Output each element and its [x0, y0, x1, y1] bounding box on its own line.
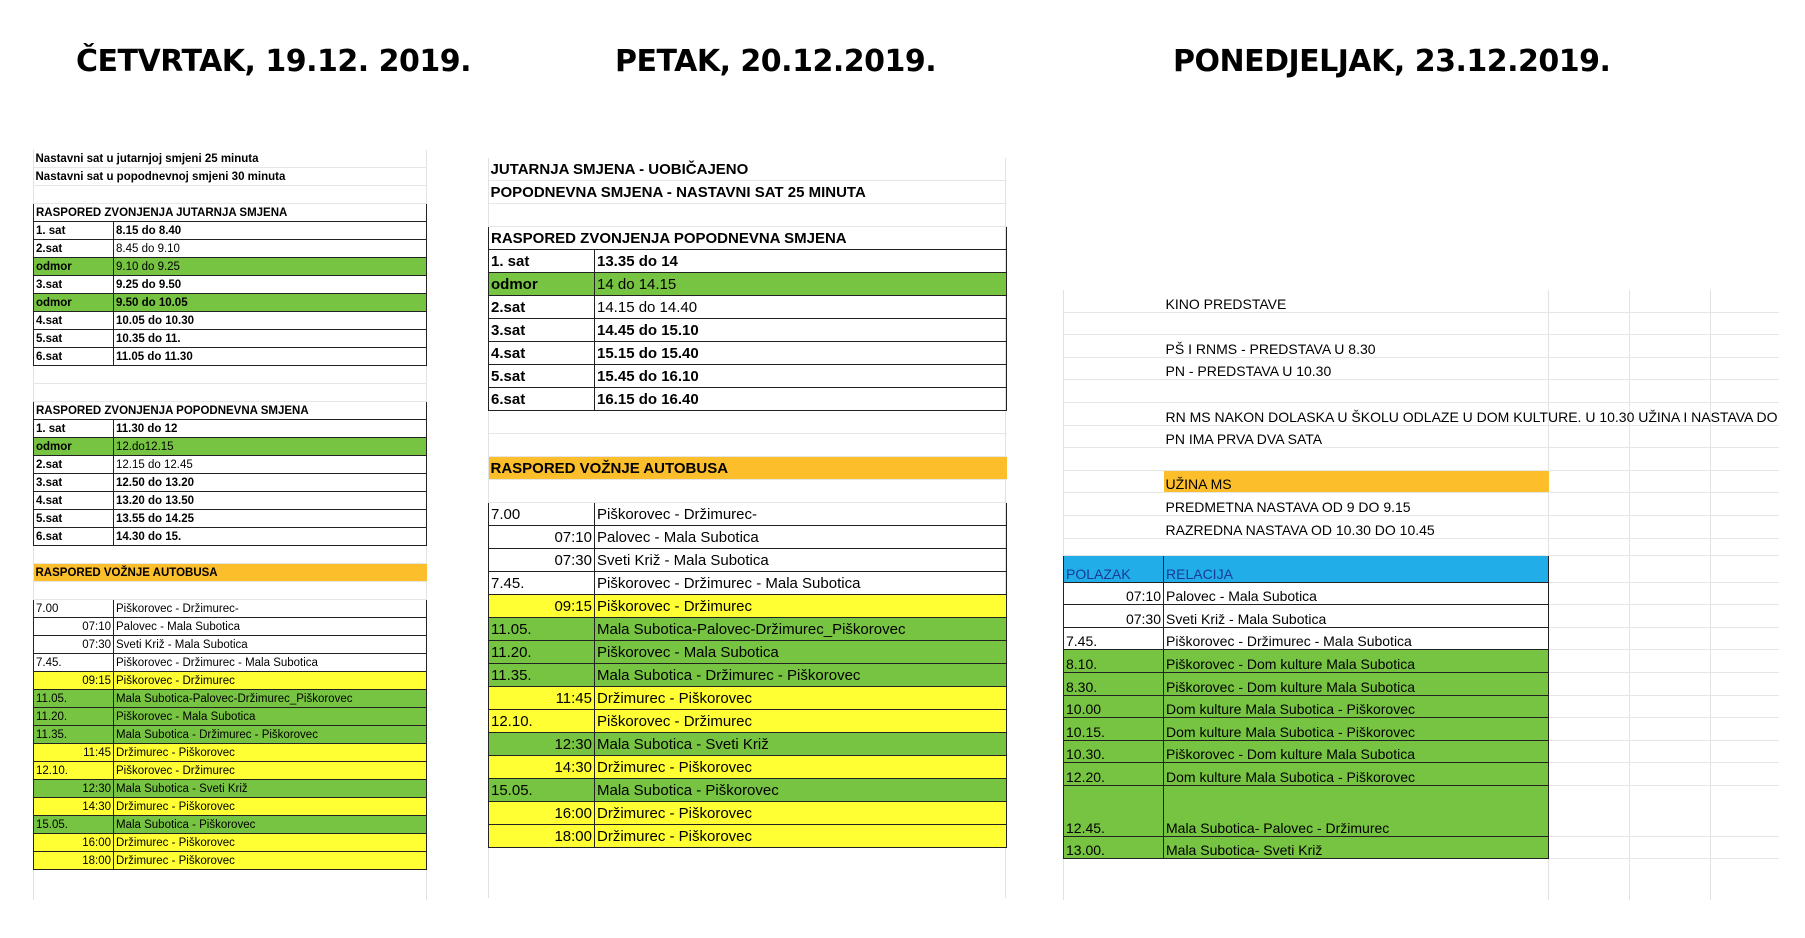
bell-row — [489, 250, 1007, 273]
bell-row — [489, 273, 1007, 296]
bus-row — [489, 549, 1007, 572]
bus-time: 14:30 — [489, 756, 595, 779]
period-time: 11.30 do 12 — [114, 420, 427, 438]
bus-route: Piškorovec - Držimurec — [114, 672, 427, 690]
period-time: 13.55 do 14.25 — [114, 510, 427, 528]
period-label: 3.sat — [489, 319, 595, 342]
empty-cell — [1064, 425, 1164, 448]
thursday-sheet — [33, 150, 431, 900]
bus-row — [489, 802, 1007, 825]
period-label: 3.sat — [34, 276, 114, 294]
note-row — [489, 158, 1007, 181]
day-title-monday: PONEDJELJAK, 23.12.2019. — [1173, 44, 1611, 79]
info-text: PŠ I RNMS - PREDSTAVA U 8.30 — [1164, 335, 1779, 358]
bus-time: 10.30. — [1064, 740, 1164, 763]
empty-cell — [1064, 448, 1164, 471]
note-text: JUTARNJA SMJENA - UOBIČAJENO — [489, 158, 1007, 181]
bus-time: 7.45. — [34, 654, 114, 672]
note-text: POPODNEVNA SMJENA - NASTAVNI SAT 25 MINUTA — [489, 181, 1007, 204]
bus-schedule-header: RASPORED VOŽNJE AUTOBUSA — [34, 564, 427, 582]
info-text: KINO PREDSTAVE — [1164, 290, 1779, 312]
bus-route: Piškorovec - Držimurec — [114, 762, 427, 780]
bus-time: 11.35. — [34, 726, 114, 744]
empty-cell — [1549, 582, 1779, 605]
empty-cell — [1549, 538, 1779, 555]
period-label: 1. sat — [489, 250, 595, 273]
bell-row — [34, 456, 427, 474]
section-header — [34, 204, 427, 222]
bus-route: Mala Subotica - Držimurec - Piškorovec — [114, 726, 427, 744]
morning-bell-header: RASPORED ZVONJENJA JUTARNJA SMJENA — [34, 204, 427, 222]
bus-route: Dom kulture Mala Subotica - Piškorovec — [1164, 695, 1549, 718]
empty-cell — [1064, 470, 1164, 493]
period-label: odmor — [34, 294, 114, 312]
period-time: 9.10 do 9.25 — [114, 258, 427, 276]
bus-route: Dom kulture Mala Subotica - Piškorovec — [1164, 763, 1549, 786]
bus-route: Piškorovec - Držimurec - Mala Subotica — [1164, 627, 1549, 650]
bell-row — [489, 342, 1007, 365]
departure-header: POLAZAK — [1064, 555, 1164, 582]
bus-time: 09:15 — [489, 595, 595, 618]
empty-cell — [1064, 538, 1164, 555]
bus-route: Dom kulture Mala Subotica - Piškorovec — [1164, 718, 1549, 741]
period-time: 14.15 do 14.40 — [595, 296, 1007, 319]
bus-row — [1064, 740, 1779, 763]
bell-row — [34, 294, 427, 312]
empty-cell — [595, 434, 1007, 457]
period-time: 10.35 do 11. — [114, 330, 427, 348]
bus-row — [1064, 785, 1779, 836]
blank-row — [489, 411, 1007, 434]
bus-row — [34, 600, 427, 618]
bus-route: Palovec - Mala Subotica — [595, 526, 1007, 549]
info-text — [1164, 448, 1779, 471]
period-label: 1. sat — [34, 420, 114, 438]
blank-row — [489, 434, 1007, 457]
bus-row — [34, 726, 427, 744]
bus-route: Držimurec - Piškorovec — [114, 834, 427, 852]
bus-route: Piškorovec - Držimurec - Mala Subotica — [595, 572, 1007, 595]
empty-cell — [34, 384, 114, 402]
empty-cell — [1549, 627, 1779, 650]
period-time: 12.do12.15 — [114, 438, 427, 456]
period-label: odmor — [34, 258, 114, 276]
empty-cell — [1549, 695, 1779, 718]
empty-cell — [1064, 402, 1164, 425]
note-text: Nastavni sat u popodnevnoj smjeni 30 minuta — [34, 168, 427, 186]
blank-row — [34, 582, 427, 600]
period-time: 11.05 do 11.30 — [114, 348, 427, 366]
period-label: odmor — [34, 438, 114, 456]
bus-time: 15.05. — [34, 816, 114, 834]
bell-row — [34, 474, 427, 492]
period-time: 14.30 do 15. — [114, 528, 427, 546]
friday-table — [488, 158, 1007, 848]
bus-route: Sveti Križ - Mala Subotica — [114, 636, 427, 654]
bus-route: Mala Subotica- Sveti Križ — [1164, 836, 1549, 859]
bus-row — [34, 672, 427, 690]
afternoon-bell-header: RASPORED ZVONJENJA POPODNEVNA SMJENA — [34, 402, 427, 420]
bus-time: 16:00 — [34, 834, 114, 852]
section-header — [1064, 470, 1779, 493]
info-row — [1064, 515, 1779, 538]
thursday-table — [33, 150, 427, 870]
bus-row — [489, 526, 1007, 549]
bus-time: 11:45 — [489, 687, 595, 710]
bus-time: 8.30. — [1064, 672, 1164, 695]
bus-route: Piškorovec - Držimurec — [595, 710, 1007, 733]
lunch-header: UŽINA MS — [1164, 470, 1549, 493]
bus-row — [34, 780, 427, 798]
bell-row — [489, 296, 1007, 319]
bus-route: Sveti Križ - Mala Subotica — [595, 549, 1007, 572]
bus-route: Mala Subotica- Palovec - Držimurec — [1164, 785, 1549, 836]
period-label: 2.sat — [34, 456, 114, 474]
bus-time: 12.20. — [1064, 763, 1164, 786]
info-row — [1064, 357, 1779, 380]
empty-cell — [1549, 836, 1779, 859]
empty-cell — [1064, 493, 1164, 516]
day-title-thursday: ČETVRTAK, 19.12. 2019. — [76, 44, 472, 79]
bus-time: 11:45 — [34, 744, 114, 762]
info-row — [1064, 335, 1779, 358]
bus-row — [34, 618, 427, 636]
day-title-friday: PETAK, 20.12.2019. — [615, 44, 937, 79]
bell-row — [34, 258, 427, 276]
bus-time: 07:10 — [34, 618, 114, 636]
empty-cell — [1549, 672, 1779, 695]
empty-cell — [114, 582, 427, 600]
bus-time: 14:30 — [34, 798, 114, 816]
bus-time: 7.45. — [1064, 627, 1164, 650]
info-text — [1164, 380, 1779, 403]
bus-route: Držimurec - Piškorovec — [595, 756, 1007, 779]
bus-time: 07:30 — [34, 636, 114, 654]
bell-row — [489, 388, 1007, 411]
period-time: 8.45 do 9.10 — [114, 240, 427, 258]
section-header — [489, 457, 1007, 480]
empty-cell — [1064, 357, 1164, 380]
monday-sheet — [1063, 290, 1778, 900]
empty-cell — [1549, 763, 1779, 786]
bus-row — [489, 687, 1007, 710]
bus-route: Piškorovec - Držimurec- — [595, 503, 1007, 526]
bus-row — [34, 744, 427, 762]
blank-row — [34, 366, 427, 384]
empty-cell — [1549, 515, 1779, 538]
bus-time: 12:30 — [34, 780, 114, 798]
empty-cell — [1549, 785, 1779, 836]
bell-row — [34, 312, 427, 330]
bus-schedule-header: RASPORED VOŽNJE AUTOBUSA — [489, 457, 1007, 480]
friday-sheet — [488, 158, 1033, 898]
bell-row — [34, 420, 427, 438]
empty-cell — [34, 582, 114, 600]
bus-time: 11.05. — [489, 618, 595, 641]
period-label: 5.sat — [489, 365, 595, 388]
section-header — [34, 402, 427, 420]
bus-row — [34, 708, 427, 726]
period-time: 8.15 do 8.40 — [114, 222, 427, 240]
period-label: 6.sat — [34, 528, 114, 546]
bus-time: 12.10. — [489, 710, 595, 733]
lunch-text: RAZREDNA NASTAVA OD 10.30 DO 10.45 — [1164, 515, 1549, 538]
empty-cell — [34, 366, 114, 384]
blank-row — [34, 384, 427, 402]
empty-cell — [1064, 312, 1164, 335]
info-text — [1164, 312, 1779, 335]
bus-route: Piškorovec - Dom kulture Mala Subotica — [1164, 672, 1549, 695]
bus-row — [34, 654, 427, 672]
bus-route: Mala Subotica - Držimurec - Piškorovec — [595, 664, 1007, 687]
bus-time: 10.15. — [1064, 718, 1164, 741]
bus-route: Držimurec - Piškorovec — [595, 802, 1007, 825]
bus-route: Mala Subotica - Sveti Križ — [595, 733, 1007, 756]
bus-time: 16:00 — [489, 802, 595, 825]
empty-cell — [1064, 380, 1164, 403]
info-text: RN MS NAKON DOLASKA U ŠKOLU ODLAZE U DOM KULTURE. U 10.30 UŽINA I NASTAVA DO — [1164, 402, 1779, 425]
bus-time: 10.00 — [1064, 695, 1164, 718]
period-time: 14 do 14.15 — [595, 273, 1007, 296]
bus-row — [34, 690, 427, 708]
empty-cell — [1549, 718, 1779, 741]
period-label: 2.sat — [34, 240, 114, 258]
bus-row — [489, 779, 1007, 802]
bus-row — [34, 816, 427, 834]
period-time: 16.15 do 16.40 — [595, 388, 1007, 411]
info-row — [1064, 425, 1779, 448]
bus-time: 18:00 — [489, 825, 595, 848]
period-label: odmor — [489, 273, 595, 296]
bell-row — [489, 319, 1007, 342]
bus-time: 07:10 — [1064, 582, 1164, 605]
bus-row — [1064, 627, 1779, 650]
blank-row — [1064, 538, 1779, 555]
period-label: 6.sat — [34, 348, 114, 366]
empty-cell — [1064, 290, 1164, 312]
bus-time: 11.35. — [489, 664, 595, 687]
bus-row — [34, 852, 427, 870]
empty-cell — [34, 186, 114, 204]
info-row — [1064, 448, 1779, 471]
empty-cell — [1064, 515, 1164, 538]
bus-time: 07:10 — [489, 526, 595, 549]
empty-cell — [489, 434, 595, 457]
bus-time: 8.10. — [1064, 650, 1164, 673]
monday-table — [1063, 290, 1779, 859]
empty-cell — [114, 384, 427, 402]
period-time: 15.45 do 16.10 — [595, 365, 1007, 388]
empty-cell — [1164, 538, 1549, 555]
info-text: PN - PREDSTAVA U 10.30 — [1164, 357, 1779, 380]
bus-route: Piškorovec - Držimurec- — [114, 600, 427, 618]
period-label: 2.sat — [489, 296, 595, 319]
bus-row — [1064, 695, 1779, 718]
empty-cell — [489, 411, 595, 434]
period-time: 9.50 do 10.05 — [114, 294, 427, 312]
bus-row — [34, 762, 427, 780]
bus-time: 07:30 — [1064, 605, 1164, 628]
note-row — [489, 181, 1007, 204]
bus-row — [489, 825, 1007, 848]
note-text: Nastavni sat u jutarnjoj smjeni 25 minuta — [34, 150, 427, 168]
bus-route: Piškorovec - Dom kulture Mala Subotica — [1164, 650, 1549, 673]
bus-row — [489, 756, 1007, 779]
empty-cell — [114, 366, 427, 384]
bus-route: Piškorovec - Mala Subotica — [595, 641, 1007, 664]
bus-row — [489, 572, 1007, 595]
period-time: 13.20 do 13.50 — [114, 492, 427, 510]
empty-cell — [114, 186, 427, 204]
bus-time: 11.20. — [34, 708, 114, 726]
empty-cell — [595, 411, 1007, 434]
bell-row — [34, 348, 427, 366]
empty-cell — [1549, 470, 1779, 493]
empty-cell — [1549, 650, 1779, 673]
bus-row — [489, 664, 1007, 687]
bus-row — [489, 503, 1007, 526]
info-row — [1064, 493, 1779, 516]
empty-cell — [595, 204, 1007, 227]
bell-row — [34, 222, 427, 240]
empty-cell — [489, 204, 595, 227]
bus-route: Sveti Križ - Mala Subotica — [1164, 605, 1549, 628]
empty-cell — [1549, 555, 1779, 582]
empty-cell — [1549, 740, 1779, 763]
bus-row — [1064, 718, 1779, 741]
empty-cell — [489, 480, 595, 503]
bus-row — [489, 710, 1007, 733]
bus-route: Mala Subotica-Palovec-Držimurec_Piškorovec — [595, 618, 1007, 641]
period-time: 10.05 do 10.30 — [114, 312, 427, 330]
period-label: 3.sat — [34, 474, 114, 492]
empty-cell — [1549, 493, 1779, 516]
period-time: 9.25 do 9.50 — [114, 276, 427, 294]
bus-route: Držimurec - Piškorovec — [114, 798, 427, 816]
bus-time: 13.00. — [1064, 836, 1164, 859]
bus-route: Piškorovec - Držimurec - Mala Subotica — [114, 654, 427, 672]
empty-cell — [1064, 335, 1164, 358]
info-row — [1064, 380, 1779, 403]
bus-row — [1064, 650, 1779, 673]
bell-row — [489, 365, 1007, 388]
bus-row — [489, 641, 1007, 664]
bus-time: 12.45. — [1064, 785, 1164, 836]
section-header — [34, 564, 427, 582]
bus-time: 18:00 — [34, 852, 114, 870]
empty-cell — [34, 546, 114, 564]
period-time: 13.35 do 14 — [595, 250, 1007, 273]
bus-time: 7.45. — [489, 572, 595, 595]
bus-row — [489, 595, 1007, 618]
bus-row — [1064, 763, 1779, 786]
bus-route: Mala Subotica - Piškorovec — [114, 816, 427, 834]
period-label: 1. sat — [34, 222, 114, 240]
bell-row — [34, 330, 427, 348]
period-time: 12.15 do 12.45 — [114, 456, 427, 474]
bus-header-row — [1064, 555, 1779, 582]
empty-cell — [595, 480, 1007, 503]
section-header — [489, 227, 1007, 250]
period-time: 12.50 do 13.20 — [114, 474, 427, 492]
note-row — [34, 150, 427, 168]
bus-route: Držimurec - Piškorovec — [114, 744, 427, 762]
bus-time: 09:15 — [34, 672, 114, 690]
bell-row — [34, 528, 427, 546]
period-label: 5.sat — [34, 510, 114, 528]
bus-row — [489, 733, 1007, 756]
bus-time: 7.00 — [34, 600, 114, 618]
bell-row — [34, 240, 427, 258]
bus-route: Držimurec - Piškorovec — [114, 852, 427, 870]
bus-route: Mala Subotica - Piškorovec — [595, 779, 1007, 802]
blank-row — [34, 186, 427, 204]
info-row — [1064, 290, 1779, 312]
bus-time: 07:30 — [489, 549, 595, 572]
period-time: 15.15 do 15.40 — [595, 342, 1007, 365]
bell-row — [34, 510, 427, 528]
info-row — [1064, 312, 1779, 335]
period-label: 6.sat — [489, 388, 595, 411]
bus-route: Mala Subotica - Sveti Križ — [114, 780, 427, 798]
bus-row — [34, 636, 427, 654]
bus-route: Palovec - Mala Subotica — [114, 618, 427, 636]
period-time: 14.45 do 15.10 — [595, 319, 1007, 342]
bus-route: Držimurec - Piškorovec — [595, 825, 1007, 848]
empty-cell — [114, 546, 427, 564]
bus-row — [489, 618, 1007, 641]
period-label: 4.sat — [34, 492, 114, 510]
bus-row — [1064, 836, 1779, 859]
blank-row — [489, 480, 1007, 503]
bus-time: 7.00 — [489, 503, 595, 526]
period-label: 4.sat — [34, 312, 114, 330]
bus-time: 15.05. — [489, 779, 595, 802]
period-label: 4.sat — [489, 342, 595, 365]
route-header: RELACIJA — [1164, 555, 1549, 582]
bus-time: 12.10. — [34, 762, 114, 780]
bus-route: Piškorovec - Držimurec — [595, 595, 1007, 618]
bell-row — [34, 276, 427, 294]
bus-row — [1064, 605, 1779, 628]
bus-route: Piškorovec - Mala Subotica — [114, 708, 427, 726]
blank-row — [34, 546, 427, 564]
note-row — [34, 168, 427, 186]
info-text: PN IMA PRVA DVA SATA — [1164, 425, 1779, 448]
info-row — [1064, 402, 1779, 425]
period-label: 5.sat — [34, 330, 114, 348]
bus-route: Piškorovec - Dom kulture Mala Subotica — [1164, 740, 1549, 763]
lunch-text: PREDMETNA NASTAVA OD 9 DO 9.15 — [1164, 493, 1549, 516]
bus-route: Palovec - Mala Subotica — [1164, 582, 1549, 605]
bus-time: 12:30 — [489, 733, 595, 756]
bus-row — [1064, 672, 1779, 695]
empty-cell — [1549, 605, 1779, 628]
blank-row — [489, 204, 1007, 227]
bus-route: Držimurec - Piškorovec — [595, 687, 1007, 710]
afternoon-bell-header: RASPORED ZVONJENJA POPODNEVNA SMJENA — [489, 227, 1007, 250]
bus-row — [34, 834, 427, 852]
bell-row — [34, 492, 427, 510]
bus-row — [1064, 582, 1779, 605]
bell-row — [34, 438, 427, 456]
bus-time: 11.05. — [34, 690, 114, 708]
bus-row — [34, 798, 427, 816]
bus-route: Mala Subotica-Palovec-Držimurec_Piškorovec — [114, 690, 427, 708]
bus-time: 11.20. — [489, 641, 595, 664]
